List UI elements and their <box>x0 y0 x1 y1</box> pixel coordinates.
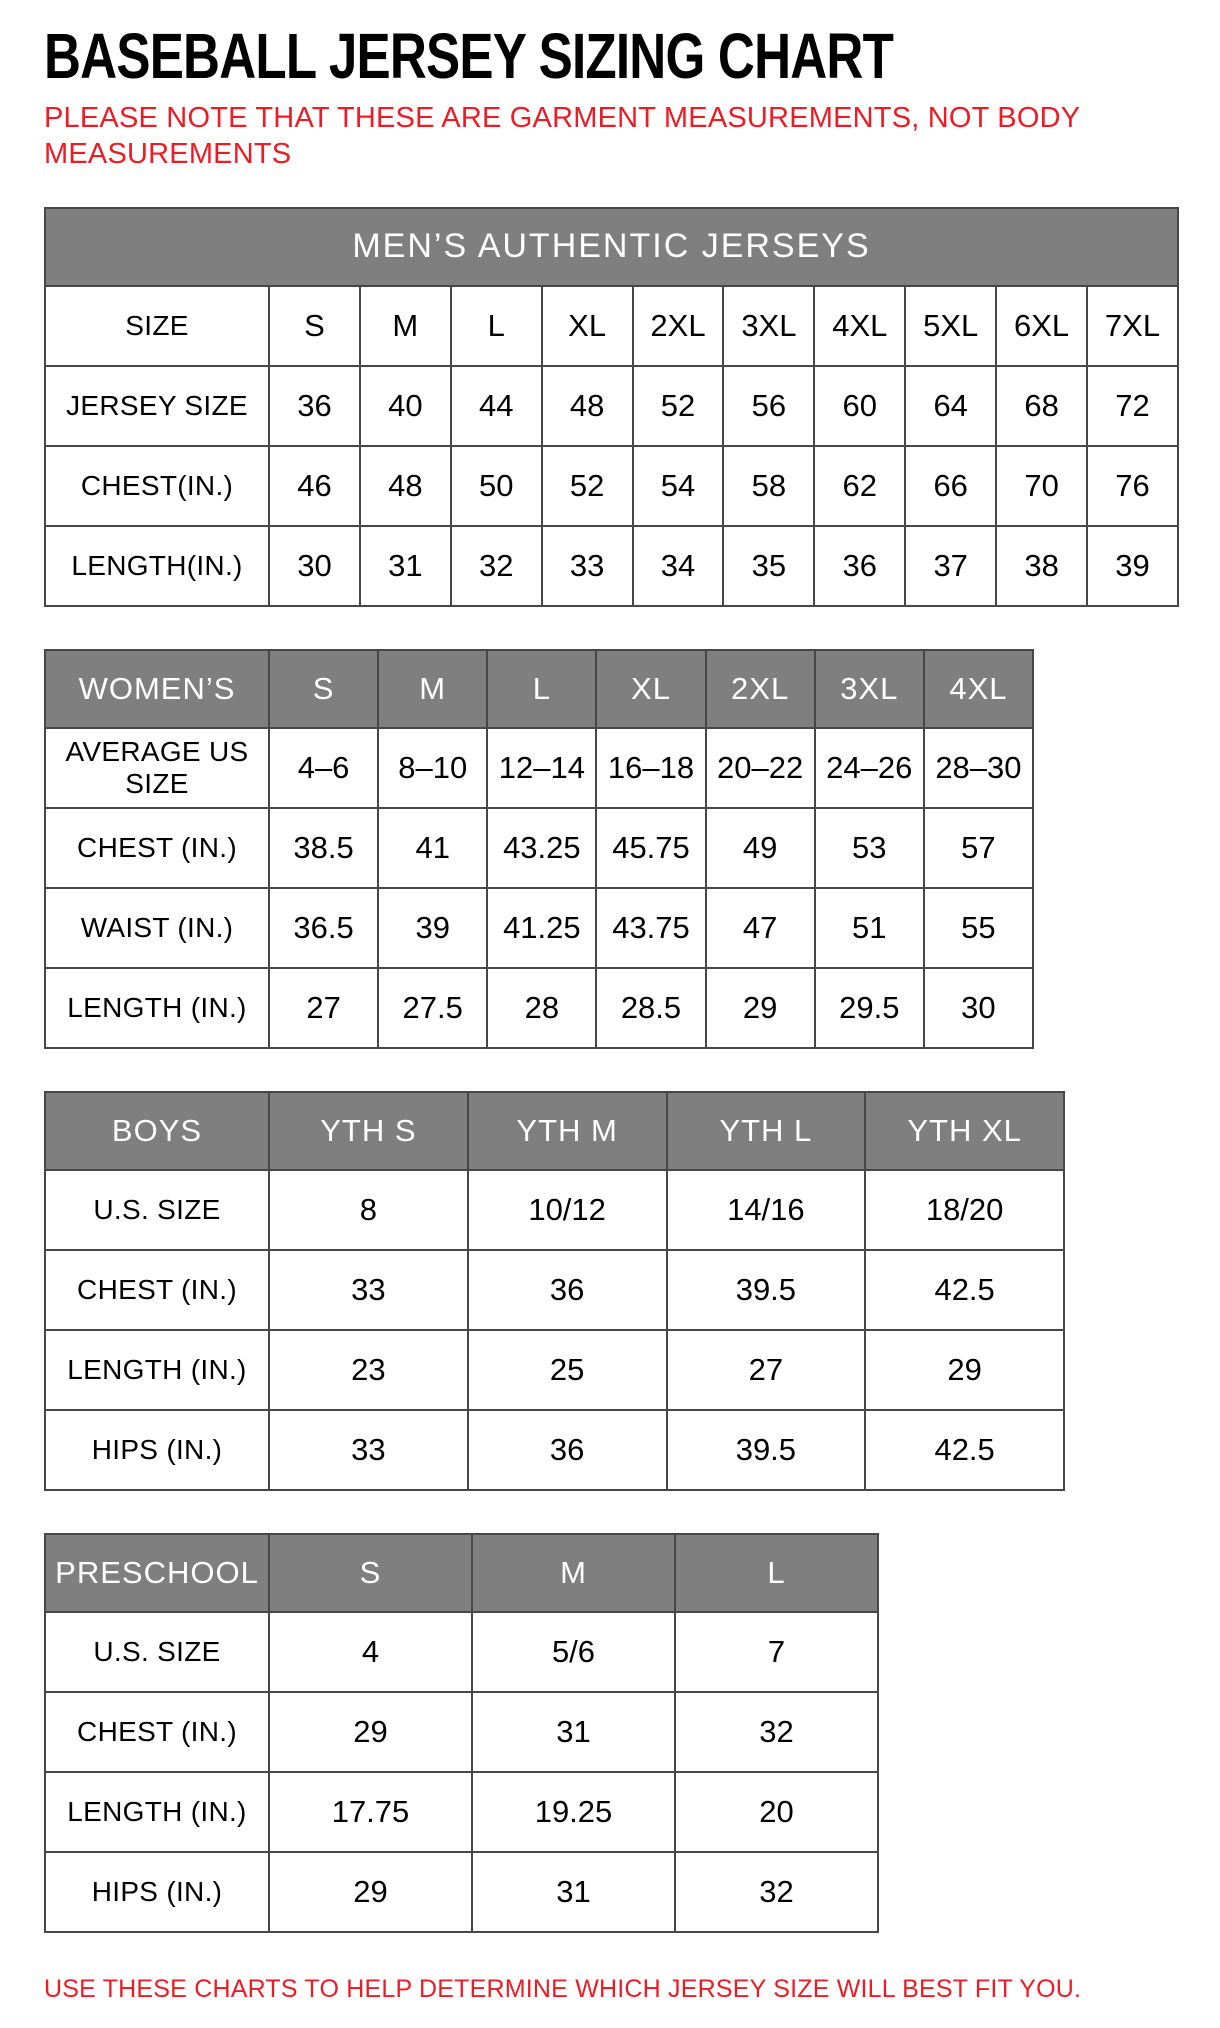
womens-size-cell: 28–30 <box>924 728 1033 808</box>
womens-size-cell: 30 <box>924 968 1033 1048</box>
womens-size-cell: 43.25 <box>487 808 596 888</box>
mens-size-cell: 34 <box>633 526 724 606</box>
womens-size-cell: 39 <box>378 888 487 968</box>
mens-row-label: CHEST(IN.) <box>45 446 269 526</box>
womens-size-cell: 16–18 <box>596 728 705 808</box>
womens-size-cell: 29 <box>706 968 815 1048</box>
preschool-row-label: LENGTH (IN.) <box>45 1772 269 1852</box>
womens-size-cell: 12–14 <box>487 728 596 808</box>
mens-size-cell: 70 <box>996 446 1087 526</box>
preschool-header-label: PRESCHOOL <box>45 1534 269 1612</box>
preschool-size-cell: 17.75 <box>269 1772 472 1852</box>
mens-size-cell: 64 <box>905 366 996 446</box>
boys-size-cell: 10/12 <box>468 1170 667 1250</box>
preschool-size-cell: 20 <box>675 1772 878 1852</box>
mens-size-cell: 62 <box>814 446 905 526</box>
page-title-text: BASEBALL JERSEY SIZING CHART <box>44 20 894 92</box>
womens-size-cell: 45.75 <box>596 808 705 888</box>
mens-size-cell: 2XL <box>633 286 724 366</box>
boys-size-cell: 36 <box>468 1250 667 1330</box>
preschool-table-row <box>45 1772 878 1852</box>
boys-size-cell: 36 <box>468 1410 667 1490</box>
preschool-size-cell: 19.25 <box>472 1772 675 1852</box>
womens-size-cell: 20–22 <box>706 728 815 808</box>
womens-row-label: AVERAGE US SIZE <box>45 728 269 808</box>
womens-size-cell: 28 <box>487 968 596 1048</box>
mens-size-cell: 3XL <box>723 286 814 366</box>
preschool-size-cell: 5/6 <box>472 1612 675 1692</box>
womens-size-cell: 53 <box>815 808 924 888</box>
mens-size-cell: 60 <box>814 366 905 446</box>
womens-size-cell: 28.5 <box>596 968 705 1048</box>
mens-size-cell: 31 <box>360 526 451 606</box>
boys-size-cell: 42.5 <box>865 1410 1064 1490</box>
womens-sizing-table <box>44 649 1034 1049</box>
womens-size-cell: 24–26 <box>815 728 924 808</box>
preschool-size-cell: 29 <box>269 1692 472 1772</box>
womens-row-label: CHEST (IN.) <box>45 808 269 888</box>
womens-column-header: 3XL <box>815 650 924 728</box>
mens-size-cell: 52 <box>542 446 633 526</box>
mens-size-cell: 56 <box>723 366 814 446</box>
mens-size-cell: 35 <box>723 526 814 606</box>
womens-row-label: WAIST (IN.) <box>45 888 269 968</box>
preschool-size-cell: 32 <box>675 1852 878 1932</box>
mens-size-cell: 36 <box>814 526 905 606</box>
boys-size-cell: 23 <box>269 1330 468 1410</box>
preschool-row-label: CHEST (IN.) <box>45 1692 269 1772</box>
footer-note: USE THESE CHARTS TO HELP DETERMINE WHICH JERSEY SIZE WILL BEST FIT YOU. <box>44 1974 1082 2003</box>
mens-size-cell: 32 <box>451 526 542 606</box>
boys-column-header: YTH XL <box>865 1092 1064 1170</box>
womens-column-header: S <box>269 650 378 728</box>
womens-size-cell: 43.75 <box>596 888 705 968</box>
preschool-size-cell: 7 <box>675 1612 878 1692</box>
womens-table-row <box>45 888 1033 968</box>
mens-table-row <box>45 446 1178 526</box>
womens-header-row <box>45 650 1033 728</box>
boys-size-cell: 33 <box>269 1250 468 1330</box>
boys-row-label: CHEST (IN.) <box>45 1250 269 1330</box>
page-title <box>44 20 1176 92</box>
preschool-table-row <box>45 1852 878 1932</box>
preschool-size-cell: 31 <box>472 1852 675 1932</box>
mens-size-cell: S <box>269 286 360 366</box>
preschool-size-cell: 4 <box>269 1612 472 1692</box>
womens-size-cell: 27.5 <box>378 968 487 1048</box>
womens-size-cell: 57 <box>924 808 1033 888</box>
womens-size-cell: 55 <box>924 888 1033 968</box>
mens-size-cell: 37 <box>905 526 996 606</box>
preschool-sizing-table <box>44 1533 879 1933</box>
mens-size-cell: 5XL <box>905 286 996 366</box>
boys-table-row <box>45 1170 1064 1250</box>
mens-size-cell: 33 <box>542 526 633 606</box>
mens-size-cell: 40 <box>360 366 451 446</box>
womens-row-label: LENGTH (IN.) <box>45 968 269 1048</box>
mens-size-cell: 48 <box>360 446 451 526</box>
boys-size-cell: 29 <box>865 1330 1064 1410</box>
boys-table-row <box>45 1250 1064 1330</box>
womens-size-cell: 36.5 <box>269 888 378 968</box>
mens-table-title: MEN’S AUTHENTIC JERSEYS <box>45 208 1178 286</box>
preschool-column-header: L <box>675 1534 878 1612</box>
womens-column-header: 4XL <box>924 650 1033 728</box>
garment-measurements-note: PLEASE NOTE THAT THESE ARE GARMENT MEASUREMENTS, NOT BODY MEASUREMENTS <box>44 102 1080 171</box>
womens-size-cell: 49 <box>706 808 815 888</box>
womens-header-label: WOMEN’S <box>45 650 269 728</box>
mens-size-cell: 72 <box>1087 366 1178 446</box>
boys-size-cell: 25 <box>468 1330 667 1410</box>
mens-row-label: JERSEY SIZE <box>45 366 269 446</box>
mens-sizing-table <box>44 207 1179 607</box>
preschool-row-label: U.S. SIZE <box>45 1612 269 1692</box>
mens-size-cell: 4XL <box>814 286 905 366</box>
mens-size-cell: 7XL <box>1087 286 1178 366</box>
boys-size-cell: 18/20 <box>865 1170 1064 1250</box>
womens-size-cell: 27 <box>269 968 378 1048</box>
mens-size-cell: 68 <box>996 366 1087 446</box>
womens-size-cell: 41 <box>378 808 487 888</box>
preschool-table-row <box>45 1612 878 1692</box>
preschool-column-header: S <box>269 1534 472 1612</box>
mens-size-cell: 66 <box>905 446 996 526</box>
boys-header-label: BOYS <box>45 1092 269 1170</box>
mens-size-cell: 76 <box>1087 446 1178 526</box>
boys-header-row <box>45 1092 1064 1170</box>
mens-table-row <box>45 286 1178 366</box>
mens-row-label: SIZE <box>45 286 269 366</box>
womens-column-header: XL <box>596 650 705 728</box>
boys-table-row <box>45 1330 1064 1410</box>
womens-column-header: M <box>378 650 487 728</box>
womens-column-header: 2XL <box>706 650 815 728</box>
boys-size-cell: 39.5 <box>667 1410 866 1490</box>
mens-size-cell: XL <box>542 286 633 366</box>
mens-size-cell: 58 <box>723 446 814 526</box>
womens-table-row <box>45 728 1033 808</box>
preschool-size-cell: 32 <box>675 1692 878 1772</box>
mens-size-cell: L <box>451 286 542 366</box>
boys-sizing-table <box>44 1091 1065 1491</box>
womens-size-cell: 29.5 <box>815 968 924 1048</box>
mens-size-cell: M <box>360 286 451 366</box>
preschool-row-label: HIPS (IN.) <box>45 1852 269 1932</box>
mens-header-row <box>45 208 1178 286</box>
mens-size-cell: 48 <box>542 366 633 446</box>
boys-size-cell: 39.5 <box>667 1250 866 1330</box>
boys-table-row <box>45 1410 1064 1490</box>
womens-size-cell: 47 <box>706 888 815 968</box>
boys-row-label: U.S. SIZE <box>45 1170 269 1250</box>
mens-size-cell: 38 <box>996 526 1087 606</box>
mens-size-cell: 54 <box>633 446 724 526</box>
womens-table-row <box>45 968 1033 1048</box>
mens-size-cell: 36 <box>269 366 360 446</box>
preschool-table-row <box>45 1692 878 1772</box>
womens-size-cell: 41.25 <box>487 888 596 968</box>
mens-table-row <box>45 366 1178 446</box>
preschool-header-row <box>45 1534 878 1612</box>
mens-size-cell: 50 <box>451 446 542 526</box>
boys-size-cell: 33 <box>269 1410 468 1490</box>
mens-table-row <box>45 526 1178 606</box>
boys-size-cell: 27 <box>667 1330 866 1410</box>
boys-size-cell: 8 <box>269 1170 468 1250</box>
mens-size-cell: 46 <box>269 446 360 526</box>
womens-table-row <box>45 808 1033 888</box>
boys-column-header: YTH L <box>667 1092 866 1170</box>
boys-row-label: LENGTH (IN.) <box>45 1330 269 1410</box>
mens-row-label: LENGTH(IN.) <box>45 526 269 606</box>
mens-size-cell: 6XL <box>996 286 1087 366</box>
preschool-column-header: M <box>472 1534 675 1612</box>
boys-column-header: YTH S <box>269 1092 468 1170</box>
womens-size-cell: 4–6 <box>269 728 378 808</box>
womens-size-cell: 51 <box>815 888 924 968</box>
mens-size-cell: 39 <box>1087 526 1178 606</box>
mens-size-cell: 44 <box>451 366 542 446</box>
boys-size-cell: 14/16 <box>667 1170 866 1250</box>
boys-row-label: HIPS (IN.) <box>45 1410 269 1490</box>
womens-size-cell: 8–10 <box>378 728 487 808</box>
mens-size-cell: 30 <box>269 526 360 606</box>
boys-column-header: YTH M <box>468 1092 667 1170</box>
womens-column-header: L <box>487 650 596 728</box>
boys-size-cell: 42.5 <box>865 1250 1064 1330</box>
womens-size-cell: 38.5 <box>269 808 378 888</box>
preschool-size-cell: 31 <box>472 1692 675 1772</box>
mens-size-cell: 52 <box>633 366 724 446</box>
preschool-size-cell: 29 <box>269 1852 472 1932</box>
